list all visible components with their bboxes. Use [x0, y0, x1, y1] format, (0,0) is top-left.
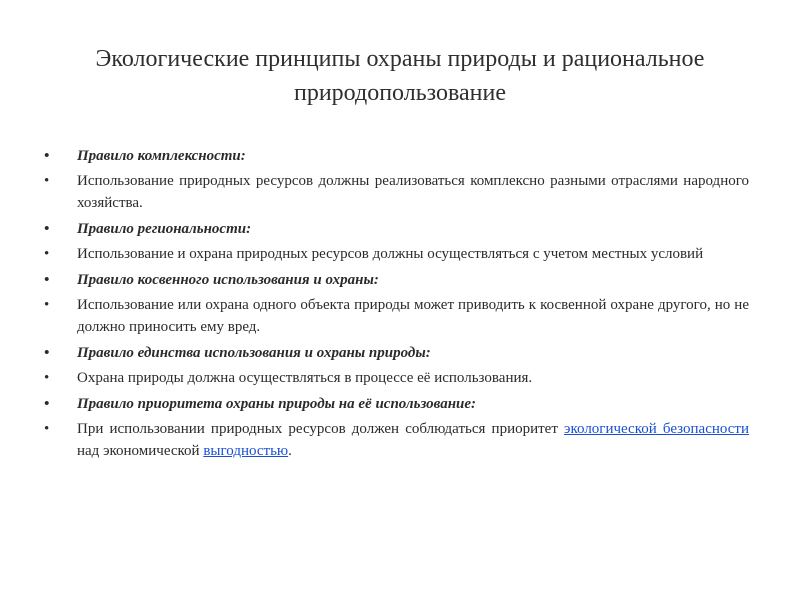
rule-indirect-use-heading: • Правило косвенного использования и охраны: — [44, 269, 749, 291]
rule-unity-heading: • Правило единства использования и охраны природы: — [44, 342, 749, 364]
priority-text-suffix: . — [288, 443, 292, 459]
rule-complexity-text: • Использование природных ресурсов должны реализоваться комплексно разными отраслями народного хозяйства. — [44, 170, 749, 214]
rule-unity-text: • Охрана природы должна осуществляться в процессе её использования. — [44, 367, 749, 389]
slide-content — [44, 145, 749, 466]
rule-priority-text — [44, 418, 749, 462]
slide-title — [40, 42, 760, 110]
rule-indirect-use-text: • Использование или охрана одного объекта природы может приводить к косвенной охране другого, но не должно приносить ему вред. — [44, 294, 749, 338]
rule-regionality-heading: • Правило региональности: — [44, 218, 749, 240]
ecological-safety-link[interactable]: экологической безопасности — [564, 421, 749, 437]
slide-title-line2: природопользование — [293, 80, 506, 106]
priority-text-prefix: При использовании природных ресурсов должен соблюдаться приоритет — [77, 421, 565, 437]
slide-title-line1: Экологические принципы охраны природы и рациональное — [95, 46, 705, 72]
rule-complexity-heading: • Правило комплексности: — [44, 145, 749, 167]
bullet-list — [44, 145, 749, 462]
rule-regionality-text: • Использование и охрана природных ресурсов должны осуществляться с учетом местных условий — [44, 243, 749, 265]
rule-priority-heading: • Правило приоритета охраны природы на её использование: — [44, 393, 749, 415]
profitability-link[interactable]: выгодностью — [203, 443, 289, 459]
priority-text-middle: над экономической — [77, 443, 204, 459]
